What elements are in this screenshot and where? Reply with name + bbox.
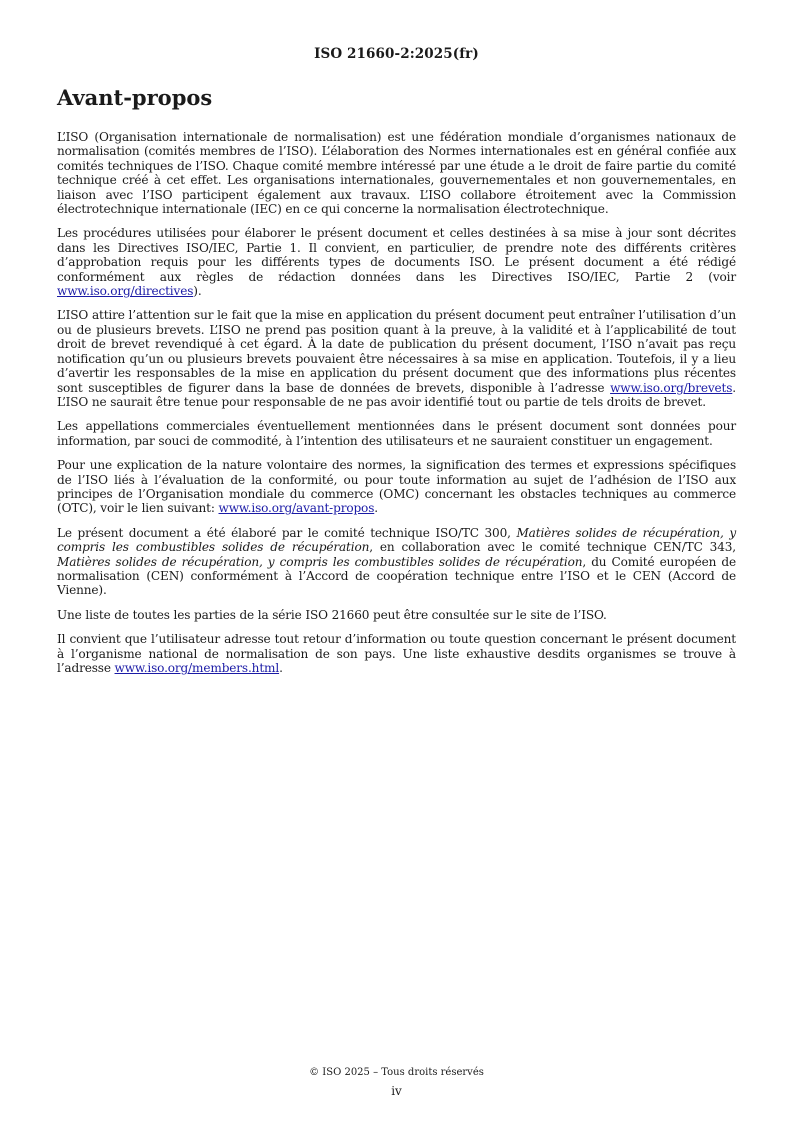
link-directives[interactable]: www.iso.org/directives: [57, 284, 194, 299]
committee-title-cen: Matières solides de récupération, y compris les combustibles solides de récupération: [57, 554, 583, 569]
paragraph-voluntary-nature-text: Pour une explication de la nature volontaire des normes, la signification des termes et expressions spécifiques de l’ISO liés à l’évaluation de la conformité, ou pour toute information au sujet de l’adhésion de l’ISO aux principes de l’Organisation mondiale du commerce (OMC) concernant les obstacles techniques au commerce (OTC), voir le lien suivant:: [57, 458, 736, 516]
paragraph-committee-part3: , du Comité européen de normalisation (CEN) conformément à l’Accord de coopération technique entre l’ISO et le CEN (Accord de Vienne).: [57, 554, 736, 598]
paragraph-procedures: [57, 226, 736, 298]
paragraph-trade-names: Les appellations commerciales éventuellement mentionnées dans le présent document sont données pour information, par souci de commodité, à l’intention des utilisateurs et ne sauraient constituer un engagement.: [57, 419, 736, 448]
paragraph-feedback-end: .: [279, 661, 283, 675]
paragraph-feedback: [57, 632, 736, 675]
paragraph-feedback-text: Il convient que l’utilisateur adresse tout retour d’information ou toute question concernant le présent document à l’organisme national de normalisation de son pays. Une liste exhaustive desdits organismes se trouve à l’adresse: [57, 632, 736, 675]
document-id-header: ISO 21660-2:2025(fr): [314, 46, 479, 62]
paragraph-committee-part1: Le présent document a été élaboré par le comité technique ISO/TC 300,: [57, 525, 517, 540]
paragraph-procedures-text: Les procédures utilisées pour élaborer le présent document et celles destinées à sa mise à jour sont décrites dans les Directives ISO/IEC, Partie 1. Il convient, en particulier, de prendre note des différents critères d’approbation requis pour les différents types de documents ISO. Le présent document a été rédigé conformément aux règles de rédaction données dans les Directives ISO/IEC, Partie 2 (voir: [57, 226, 736, 284]
link-members[interactable]: www.iso.org/members.html: [114, 661, 280, 675]
committee-title-iso: Matières solides de récupération, y compris les combustibles solides de récupération: [57, 525, 736, 555]
paragraph-committee-part2: , en collaboration avec le comité technique CEN/TC 343,: [369, 540, 736, 555]
paragraph-voluntary-nature: [57, 458, 736, 516]
section-title: Avant-propos: [57, 85, 213, 110]
page-number: iv: [391, 1084, 402, 1098]
paragraph-patents-text: L’ISO attire l’attention sur le fait que la mise en application du présent document peut entraîner l’utilisation d’un ou de plusieurs brevets. L’ISO ne prend pas position quant à la preuve, à la validité et à l’applicabilité de tout droit de brevet revendiqué à cet égard. À la date de publication du présent document, l’ISO n’avait pas reçu notification qu’un ou plusieurs brevets pouvaient être nécessaires à sa mise en application. Toutefois, il y a lieu d’avertir les responsables de la mise en application du présent document que des informations plus récentes sont susceptibles de figurer dans la base de données de brevets, disponible à l’adresse: [57, 308, 736, 395]
paragraph-series-list: Une liste de toutes les parties de la série ISO 21660 peut être consultée sur le site de l’ISO.: [57, 607, 607, 622]
paragraph-patents: [57, 308, 736, 409]
foreword-body: [57, 130, 736, 685]
paragraph-procedures-end: ).: [193, 284, 202, 299]
paragraph-voluntary-nature-end: .: [374, 501, 378, 516]
link-brevets[interactable]: www.iso.org/brevets: [610, 380, 733, 395]
link-avant-propos[interactable]: www.iso.org/avant-propos: [218, 501, 375, 516]
paragraph-patents-end: . L’ISO ne saurait être tenue pour responsable de ne pas avoir identifié tout ou partie de tels droits de brevet.: [57, 380, 736, 409]
paragraph-committee: [57, 526, 736, 598]
copyright-footer: © ISO 2025 – Tous droits réservés: [309, 1067, 484, 1078]
paragraph-iso-overview: L’ISO (Organisation internationale de normalisation) est une fédération mondiale d’organismes nationaux de normalisation (comités membres de l’ISO). L’élaboration des Normes internationales est en général confiée aux comités techniques de l’ISO. Chaque comité membre intéressé par une étude a le droit de faire partie du comité technique créé à cet effet. Les organisations internationales, gouvernementales et non gouvernementales, en liaison avec l’ISO participent également aux travaux. L’ISO collabore étroitement avec la Commission électrotechnique internationale (IEC) en ce qui concerne la normalisation électrotechnique.: [57, 130, 736, 217]
